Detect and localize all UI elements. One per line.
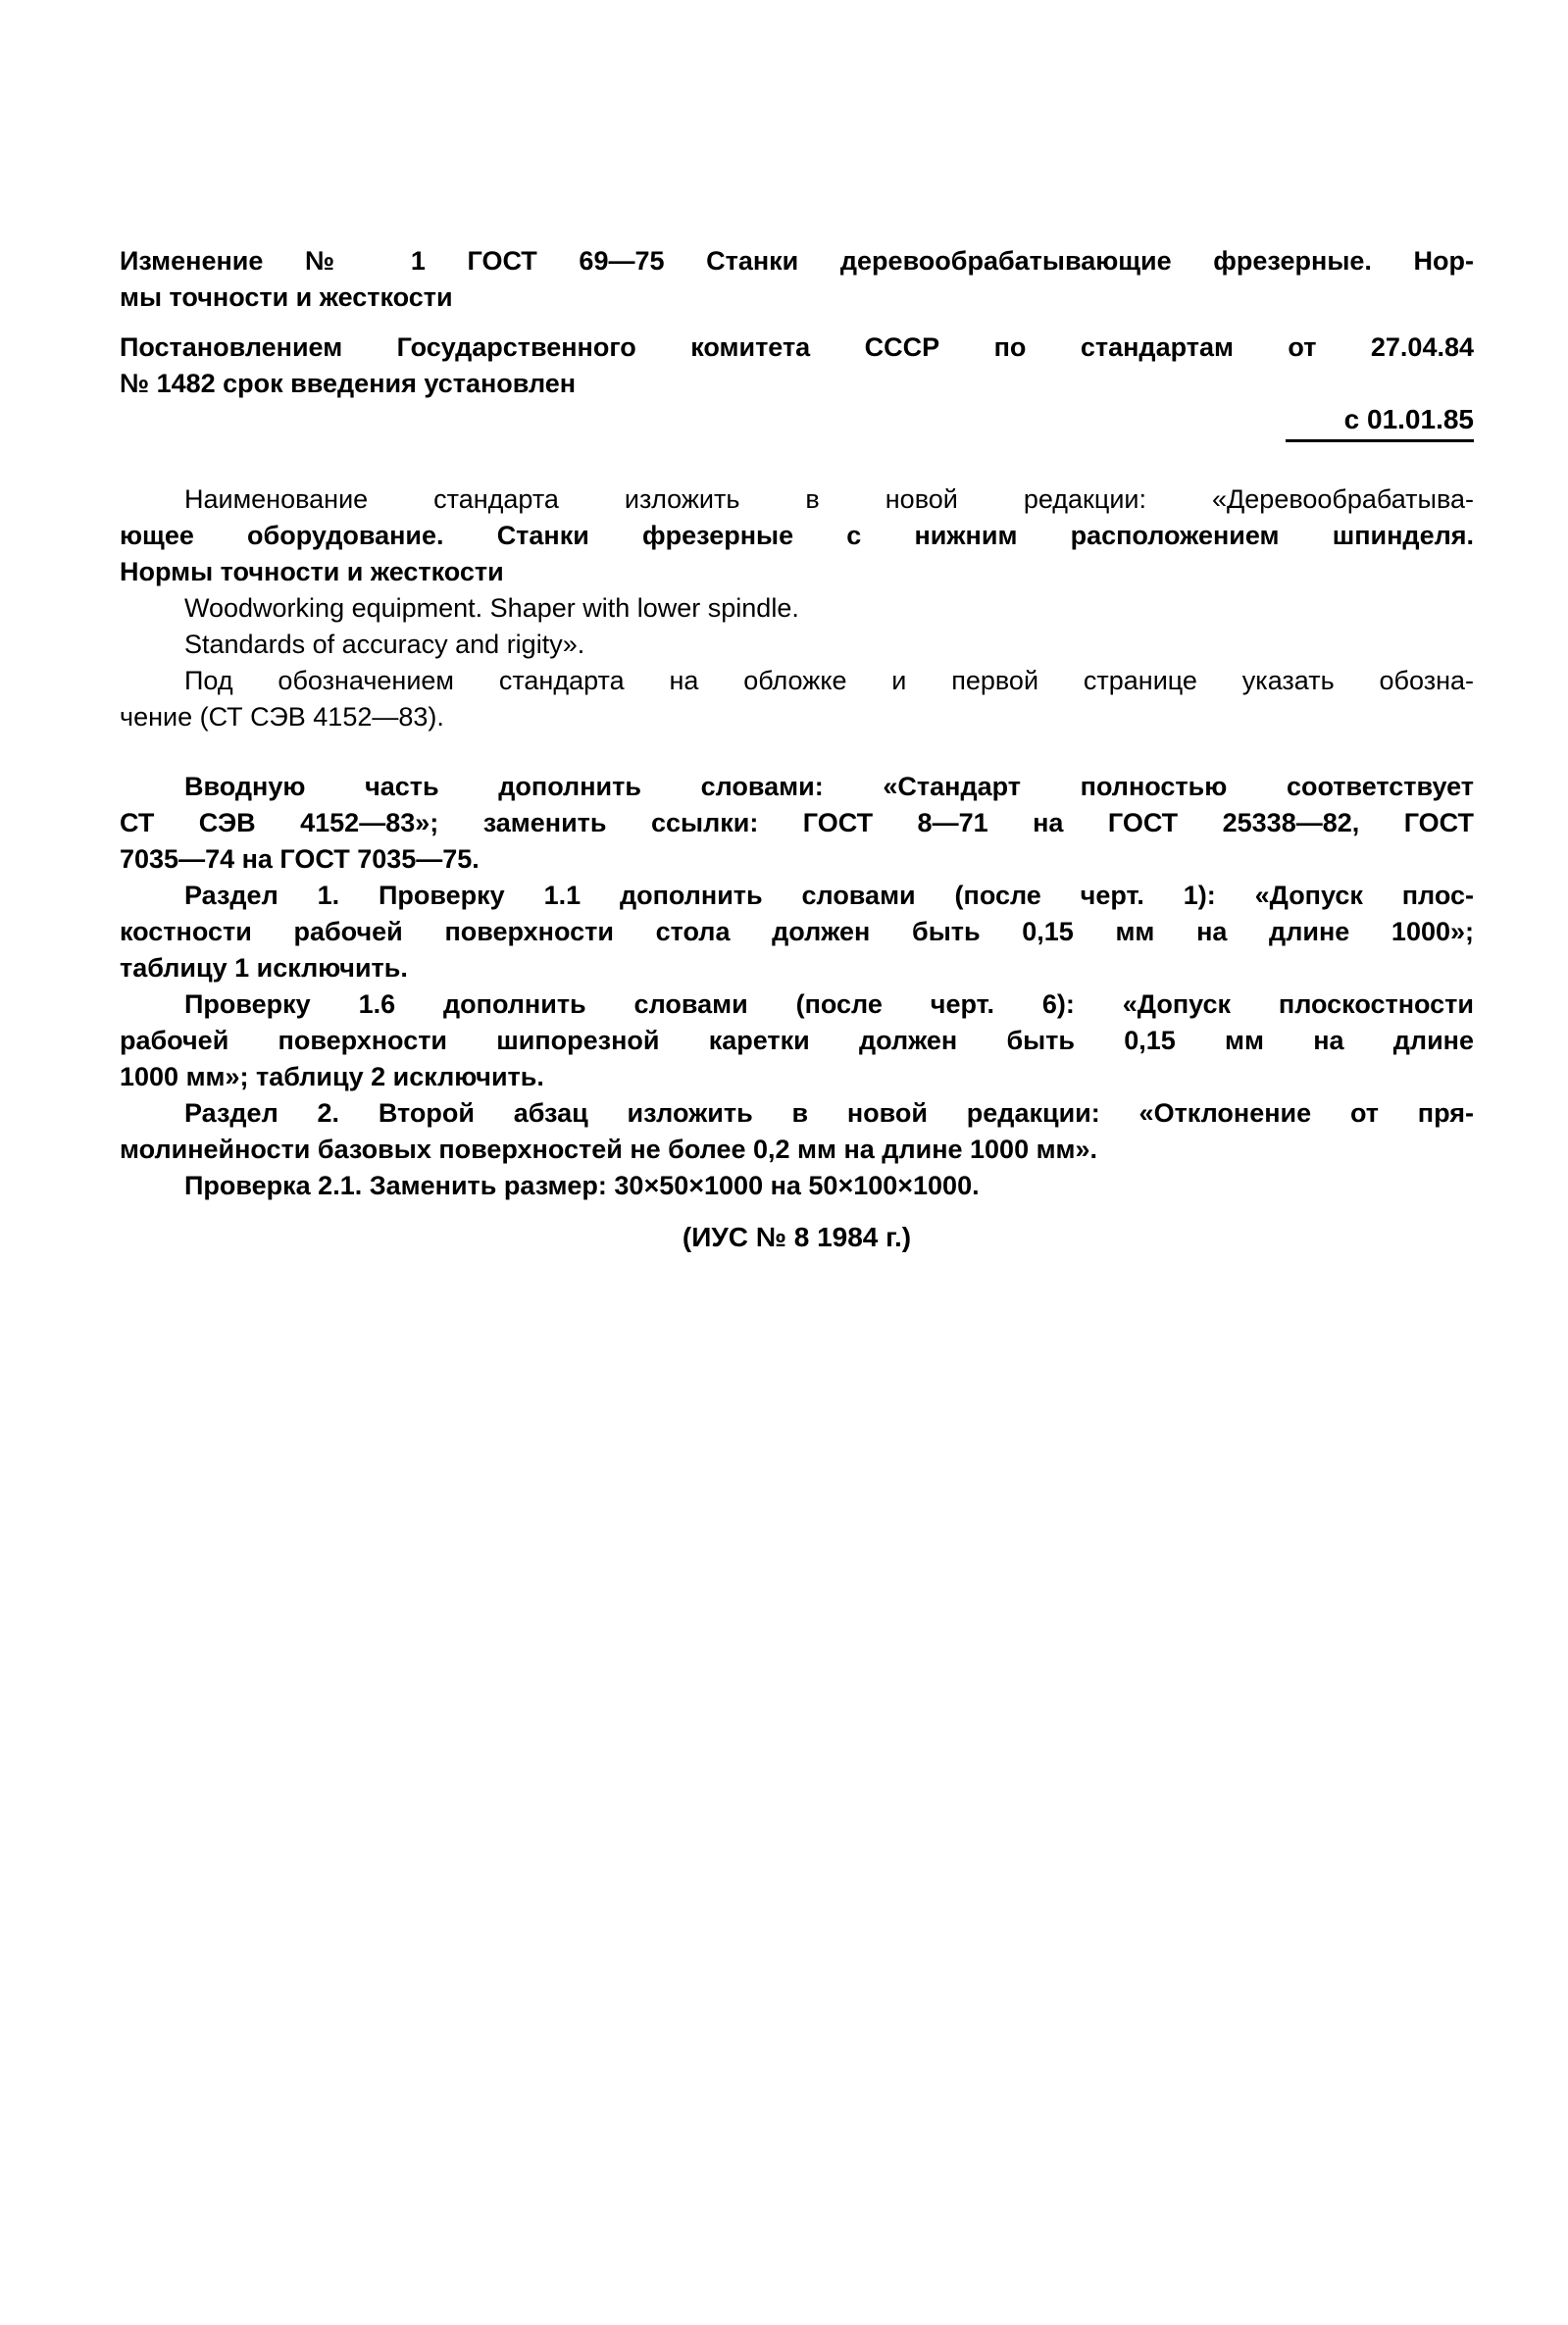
text-line: Раздел 2. Второй абзац изложить в новой редакции: «Отклонение от пря- <box>184 1098 1474 1128</box>
text-line: Раздел 1. Проверку 1.1 дополнить словами (после черт. 1): «Допуск плос- <box>184 881 1474 910</box>
decree-line: Постановлением Государственного комитета СССР по стандартам от 27.04.84 <box>120 332 1474 362</box>
text-line: Под обозначением стандарта на обложке и первой странице указать обозна- <box>184 666 1474 695</box>
text-line: Нормы точности и жесткости <box>120 557 504 586</box>
text-line: Проверку 1.6 дополнить словами (после черт. 6): «Допуск плоскостности <box>184 989 1474 1019</box>
text-line: костности рабочей поверхности стола должен быть 0,15 мм на длине 1000»; <box>120 917 1474 946</box>
text-line: Вводную часть дополнить словами: «Стандарт полностью соответствует <box>184 772 1474 801</box>
source-reference: (ИУС № 8 1984 г.) <box>682 1222 912 1252</box>
paragraph-section-1 <box>120 878 1474 986</box>
text-line: молинейности базовых поверхностей не более 0,2 мм на длине 1000 мм». <box>120 1135 1098 1164</box>
document-page <box>120 243 1474 1253</box>
text-line: рабочей поверхности шипорезной каретки должен быть 0,15 мм на длине <box>120 1026 1474 1055</box>
effective-date <box>120 402 1474 442</box>
text-line: ющее оборудование. Станки фрезерные с нижним расположением шпинделя. <box>120 521 1474 550</box>
paragraph-section-2 <box>120 1095 1474 1168</box>
text-line: таблицу 1 исключить. <box>120 953 408 983</box>
text-line: чение (СТ СЭВ 4152—83). <box>120 702 444 732</box>
text-line: Наименование стандарта изложить в новой редакции: «Деревообрабатыва- <box>184 484 1474 514</box>
paragraph-intro <box>120 769 1474 878</box>
decree <box>120 329 1474 402</box>
decree-line: № 1482 срок введения установлен <box>120 369 577 398</box>
effective-date-text: с 01.01.85 <box>1286 402 1474 442</box>
text-line: СТ СЭВ 4152—83»; заменить ссылки: ГОСТ 8—71 на ГОСТ 25338—82, ГОСТ <box>120 808 1474 837</box>
paragraph-title-change <box>120 481 1474 735</box>
title-line: Изменение № 1 ГОСТ 69—75 Станки деревообрабатывающие фрезерные. Нор- <box>120 246 1474 276</box>
paragraph-check-2-1 <box>120 1168 1474 1204</box>
paragraph-check-1-6 <box>120 986 1474 1095</box>
title-line: мы точности и жесткости <box>120 282 453 312</box>
text-line: 7035—74 на ГОСТ 7035—75. <box>120 844 480 874</box>
amendment-title <box>120 243 1474 316</box>
text-line: 1000 мм»; таблицу 2 исключить. <box>120 1062 544 1091</box>
text-line: Standards of accuracy and rigity». <box>184 630 585 659</box>
text-line: Проверка 2.1. Заменить размер: 30×50×1000 на 50×100×1000. <box>184 1171 980 1200</box>
text-line: Woodworking equipment. Shaper with lower spindle. <box>184 593 799 623</box>
